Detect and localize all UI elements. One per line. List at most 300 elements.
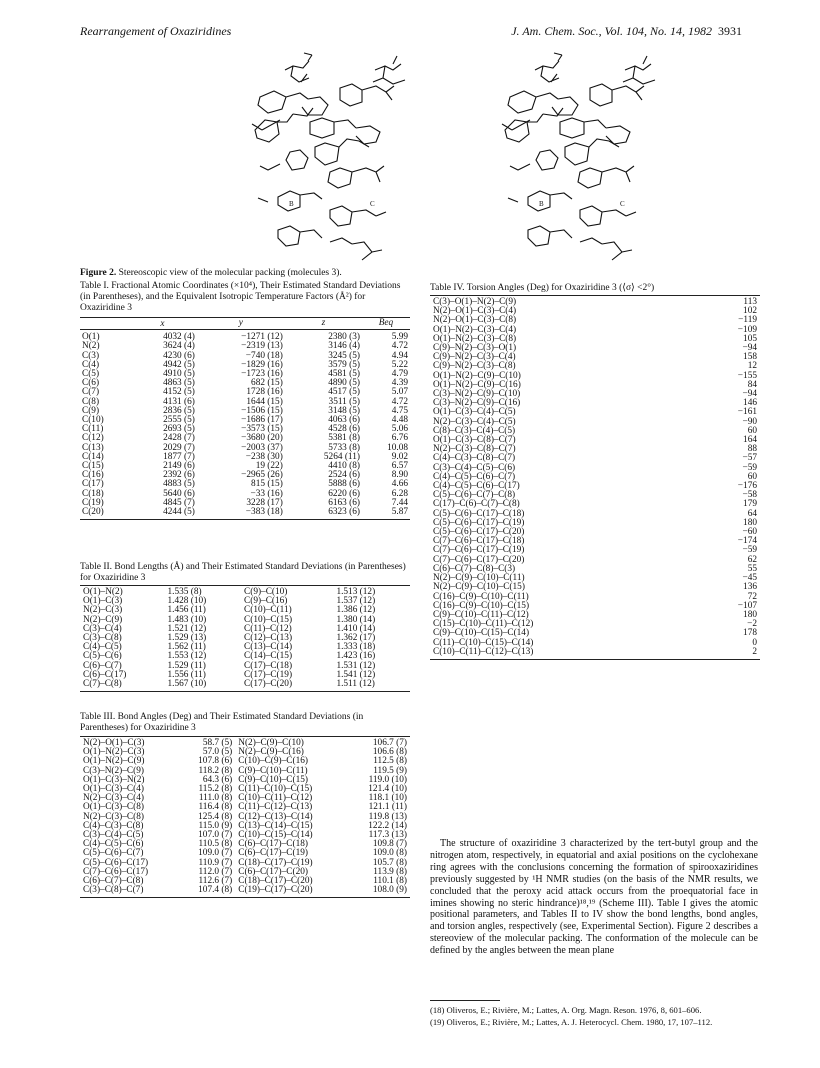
stereo-right-image (502, 53, 655, 260)
table-cell: 5888 (6) (328, 479, 360, 490)
atom-label-c-left: C (370, 200, 375, 208)
table-cell: 1.333 (18) (336, 642, 376, 653)
table-cell: C(9)–C(16) (244, 596, 288, 607)
table-cell: C(3)–N(2)–C(9) (83, 765, 144, 776)
table-cell: 179 (743, 499, 757, 510)
table-cell: N(2)–C(3)–C(4) (83, 793, 144, 804)
table-cell: −33 (16) (250, 488, 283, 499)
table-2-grid (80, 585, 410, 692)
table-4 (430, 295, 760, 660)
table-cell: C(15)–C(10)–C(11)–C(12) (433, 619, 534, 630)
table-cell: C(9)–C(10)–C(15) (238, 774, 308, 785)
table-cell: 180 (743, 609, 757, 620)
table-cell: 106.6 (8) (372, 747, 407, 758)
table-cell: O(1)–N(2)–C(9) (83, 756, 145, 767)
table-cell: C(15) (82, 461, 104, 472)
table-cell: C(6)–C(7) (83, 660, 122, 671)
table-cell: 107.8 (6) (198, 756, 233, 767)
running-header-title: Rearrangement of Oxaziridines (80, 24, 232, 38)
table-cell: 5.22 (391, 359, 408, 370)
table-cell: 118.1 (10) (368, 793, 407, 804)
references (430, 1006, 758, 1029)
table-cell: 1.410 (14) (336, 623, 376, 634)
table-cell: 4.75 (391, 405, 408, 416)
table-cell: C(6)–C(7)–C(8)–C(3) (433, 563, 516, 574)
table-cell: 4.79 (391, 369, 408, 380)
table-cell: 815 (15) (251, 479, 283, 490)
table-cell: 5640 (6) (163, 488, 195, 499)
table-cell: O(1)–N(2)–C(9)–C(16) (433, 379, 521, 390)
table-cell: 125.4 (8) (198, 811, 233, 822)
table-cell: 4581 (5) (328, 369, 360, 380)
table-cell: 4.72 (391, 341, 408, 352)
table-cell: 64 (747, 508, 757, 519)
table-cell: 178 (743, 628, 757, 639)
table-cell: 122.2 (14) (368, 820, 407, 831)
table-cell: −1271 (12) (241, 332, 283, 343)
table-cell: N(2)–C(3)–C(8)–C(7) (433, 444, 516, 455)
table-1-header-y: y (238, 318, 243, 328)
table-cell: O(1)–N(2)–C(3)–C(4) (433, 324, 517, 335)
table-cell: −740 (18) (245, 350, 283, 361)
table-cell: C(13)–C(14)–C(15) (238, 820, 313, 831)
table-row (80, 508, 410, 517)
stereo-left-image (252, 53, 405, 260)
table-cell: 1.556 (11) (167, 669, 206, 680)
table-row (80, 444, 410, 453)
table-cell: 113.9 (8) (373, 866, 407, 877)
table-cell: 2149 (6) (163, 461, 195, 472)
table-cell: −1829 (16) (241, 359, 283, 370)
table-cell: 4.48 (391, 415, 408, 426)
table-cell: −238 (30) (245, 451, 283, 462)
table-row (80, 886, 410, 895)
table-cell: 3624 (4) (163, 341, 195, 352)
table-cell: 115.2 (8) (198, 784, 233, 795)
table-cell: −109 (737, 324, 757, 335)
table-cell: 3146 (4) (328, 341, 360, 352)
atom-label-b-right: B (539, 200, 544, 208)
table-cell: C(4)–C(3)–C(8)–C(7) (433, 453, 516, 464)
table-cell: 60 (747, 471, 757, 482)
table-4-caption: Table IV. Torsion Angles (Deg) for Oxaziridine 3 (⟨σ⟩ <2°) (430, 283, 655, 293)
table-cell: 9.02 (391, 451, 408, 462)
table-1-header-x: x (160, 319, 165, 329)
table-1-header-z: z (321, 318, 326, 328)
table-cell: O(1)–N(2)–C(3)–C(8) (433, 333, 517, 344)
table-cell: −161 (737, 407, 757, 418)
table-1-header-beq: Beq (378, 318, 394, 328)
table-cell: C(11)–C(12) (244, 623, 292, 634)
table-cell: 107.4 (8) (198, 885, 233, 896)
table-cell: 1.521 (12) (167, 623, 207, 634)
table-cell: C(11)–C(10)–C(15)–C(14) (433, 637, 534, 648)
table-cell: N(2)–C(9)–C(10)–C(15) (433, 582, 525, 593)
table-cell: 119.0 (10) (368, 774, 407, 785)
table-cell: 4863 (5) (163, 378, 195, 389)
table-1-grid (80, 317, 410, 520)
table-cell: 3228 (17) (246, 497, 283, 508)
table-cell: O(1)–N(2)–C(9)–C(10) (433, 370, 521, 381)
table-cell: 109.0 (8) (372, 848, 407, 859)
table-cell: C(18)–C(17)–C(20) (238, 876, 313, 887)
table-cell: C(13) (82, 442, 104, 453)
table-cell: 57.0 (5) (202, 747, 233, 758)
table-cell: C(5)–C(6)–C(17) (83, 857, 149, 868)
table-cell: 1.562 (11) (167, 642, 206, 653)
table-cell: 6.28 (391, 488, 408, 499)
table-cell: −59 (742, 462, 757, 473)
table-cell: 1.541 (12) (336, 669, 376, 680)
table-cell: 116.4 (8) (198, 802, 233, 813)
table-cell: C(3)–N(2)–C(9)–C(10) (433, 389, 521, 400)
table-cell: 4152 (5) (163, 387, 195, 398)
table-cell: C(6)–C(17)–C(18) (238, 839, 308, 850)
table-cell: C(4)–C(5)–C(6) (83, 839, 144, 850)
table-cell: 136 (743, 582, 757, 593)
table-3-grid (80, 736, 410, 898)
table-cell: 119.8 (13) (368, 811, 407, 822)
table-cell: N(2)–C(3) (83, 605, 123, 616)
table-cell: C(17)–C(20) (244, 679, 293, 690)
table-cell: 1.423 (16) (336, 651, 376, 662)
table-cell: −174 (737, 536, 757, 547)
figure-2-caption: Figure 2. Stereoscopic view of the molecular packing (molecules 3). (80, 268, 342, 278)
table-cell: 112.6 (7) (198, 876, 233, 887)
table-cell: 110.5 (8) (198, 839, 233, 850)
table-cell: O(1)–C(3)–C(4) (83, 784, 144, 795)
table-cell: N(2)–O(1)–C(3) (83, 738, 145, 748)
table-cell: 180 (743, 517, 757, 528)
table-cell: −2 (747, 619, 757, 630)
table-cell: −2319 (13) (241, 341, 283, 352)
table-cell: 4845 (7) (163, 497, 195, 508)
table-cell: C(6)–C(17)–C(20) (238, 866, 308, 877)
table-cell: C(12)–C(13)–C(14) (238, 811, 313, 822)
table-cell: C(10)–C(11)–C(12)–C(13) (433, 646, 534, 657)
table-3-caption: Table III. Bond Angles (Deg) and Their Estimated Standard Deviations (in Parentheses) for Oxaziridine 3 (80, 712, 364, 733)
table-cell: C(9) (82, 405, 100, 416)
table-cell: 4.39 (391, 378, 408, 389)
table-cell: C(5)–C(6)–C(17)–C(18) (433, 508, 525, 519)
table-cell: O(1)–C(3)–C(8) (83, 802, 144, 813)
table-cell: 8.90 (391, 470, 408, 481)
table-cell: C(7)–C(8) (83, 679, 122, 690)
table-cell: 6323 (6) (328, 507, 360, 518)
table-cell: O(1)–N(2)–C(3) (83, 747, 145, 758)
table-row (80, 680, 410, 689)
table-cell: C(17)–C(18) (244, 660, 293, 671)
table-cell: C(17)–C(19) (244, 669, 293, 680)
table-cell: C(12)–C(13) (244, 633, 293, 644)
table-cell: −1506 (15) (241, 405, 283, 416)
table-cell: O(1)–N(2) (83, 587, 123, 597)
table-cell: 4131 (6) (163, 396, 195, 407)
table-cell: C(3)–C(8) (83, 633, 122, 644)
table-cell: 4517 (5) (328, 387, 360, 398)
table-cell: 2029 (7) (163, 442, 195, 453)
table-cell: C(18)–C(17)–C(19) (238, 857, 313, 868)
table-cell: 121.4 (10) (368, 784, 407, 795)
table-cell: C(14) (82, 451, 104, 462)
table-cell: 2524 (6) (328, 470, 360, 481)
table-cell: O(1)–C(3) (83, 596, 123, 607)
table-cell: 4890 (5) (328, 378, 360, 389)
table-cell: −58 (742, 490, 757, 501)
table-cell: N(2)–C(9)–C(16) (238, 747, 304, 758)
table-cell: 4910 (5) (163, 369, 195, 380)
table-cell: C(9)–C(10)–C(11)–C(12) (433, 609, 529, 620)
table-cell: C(6)–C(17)–C(19) (238, 848, 308, 859)
reference-18: (18) Oliveros, E.; Rivière, M.; Lattes, A. Org. Magn. Reson. 1976, 8, 601–606. (430, 1005, 702, 1015)
table-cell: 102 (743, 306, 757, 317)
table-cell: 1.428 (10) (167, 596, 207, 607)
page-number: 3931 (718, 24, 742, 38)
table-cell: −2965 (26) (241, 470, 283, 481)
table-cell: 108.0 (9) (372, 885, 407, 896)
table-cell: 6.76 (391, 433, 408, 444)
table-cell: O(1)–C(3)–C(8)–C(7) (433, 435, 516, 446)
table-cell: C(6)–C(17) (83, 669, 127, 680)
table-cell: C(10) (82, 415, 104, 426)
table-cell: 55 (747, 563, 757, 574)
table-cell: C(9)–N(2)–C(3)–C(4) (433, 352, 516, 363)
table-cell: 4244 (5) (163, 507, 195, 518)
table-cell: −1723 (16) (241, 369, 283, 380)
table-cell: C(16)–C(9)–C(10)–C(15) (433, 600, 530, 611)
table-cell: −107 (737, 600, 757, 611)
table-cell: 1.529 (11) (167, 660, 206, 671)
table-cell: 113 (743, 297, 757, 307)
table-cell: C(9)–C(10) (244, 587, 288, 597)
table-cell: C(3)–C(4)–C(5) (83, 830, 144, 841)
table-cell: 62 (747, 554, 757, 565)
table-cell: 121.1 (11) (368, 802, 407, 813)
table-cell: C(4)–C(5)–C(6)–C(17) (433, 481, 520, 492)
table-cell: 60 (747, 425, 757, 436)
table-cell: C(10)–C(15) (244, 614, 293, 625)
table-cell: 1.456 (11) (167, 605, 206, 616)
table-cell: C(17)–C(6)–C(7)–C(8) (433, 499, 520, 510)
table-cell: 1.386 (12) (336, 605, 376, 616)
table-row (430, 648, 760, 657)
table-cell: 12 (747, 361, 757, 372)
table-cell: C(9)–N(2)–C(3)–C(8) (433, 361, 516, 372)
table-cell: C(4) (82, 359, 100, 370)
table-cell: 4032 (4) (163, 332, 195, 343)
table-cell: C(5)–C(6) (83, 651, 122, 662)
table-cell: 5264 (11) (323, 451, 360, 462)
atom-label-b-left: B (289, 200, 294, 208)
table-cell: 112.5 (8) (373, 756, 407, 767)
table-cell: O(1)–C(3)–C(4)–C(5) (433, 407, 516, 418)
table-cell: 110.9 (7) (198, 857, 233, 868)
table-cell: C(5)–C(6)–C(7) (83, 848, 144, 859)
table-cell: C(9)–C(10)–C(15)–C(14) (433, 628, 530, 639)
table-cell: 4230 (6) (163, 350, 195, 361)
table-cell: 58.7 (5) (202, 738, 233, 748)
table-cell: 5.99 (391, 332, 408, 343)
table-cell: C(18) (82, 488, 104, 499)
table-cell: −94 (742, 343, 757, 354)
table-cell: 1.511 (12) (336, 679, 375, 690)
table-cell: C(4)–C(3)–C(8) (83, 820, 144, 831)
table-cell: N(2) (82, 341, 100, 352)
table-cell: 1.531 (12) (336, 660, 376, 671)
table-cell: 1.483 (10) (167, 614, 207, 625)
table-cell: C(7)–C(6)–C(17)–C(20) (433, 554, 525, 565)
table-cell: 19 (22) (255, 461, 283, 472)
table-cell: 3579 (5) (328, 359, 360, 370)
table-cell: 3511 (5) (328, 396, 360, 407)
table-cell: 1.513 (12) (336, 587, 376, 597)
table-cell: C(9)–C(10)–C(11) (238, 765, 308, 776)
table-cell: N(2)–C(9)–C(10)–C(11) (433, 573, 525, 584)
table-cell: C(3)–C(4)–C(5)–C(6) (433, 462, 516, 473)
table-cell: −1686 (17) (241, 415, 283, 426)
table-cell: 0 (752, 637, 757, 648)
table-cell: C(6) (82, 378, 100, 389)
table-cell: 5381 (8) (328, 433, 360, 444)
table-cell: N(2)–O(1)–C(3)–C(4) (433, 306, 517, 317)
table-3 (80, 736, 410, 898)
table-cell: −57 (742, 453, 757, 464)
table-cell: C(11)–C(12)–C(13) (238, 802, 313, 813)
table-cell: C(3)–C(4) (83, 623, 122, 634)
table-cell: 4942 (5) (163, 359, 195, 370)
table-cell: C(8) (82, 396, 100, 407)
table-cell: −45 (742, 573, 757, 584)
table-cell: C(5)–C(6)–C(17)–C(19) (433, 517, 525, 528)
table-cell: −119 (738, 315, 757, 326)
table-cell: C(6)–C(7)–C(8) (83, 876, 144, 887)
table-row (80, 499, 410, 508)
table-cell: 106.7 (7) (372, 738, 407, 748)
table-cell: −155 (737, 370, 757, 381)
table-cell: 115.0 (9) (198, 820, 233, 831)
table-cell: 2693 (5) (163, 424, 195, 435)
table-cell: 117.3 (13) (368, 830, 407, 841)
table-cell: C(19) (82, 497, 104, 508)
table-cell: 2555 (5) (163, 415, 195, 426)
table-cell: O(1) (82, 332, 100, 343)
table-cell: 1644 (15) (246, 396, 283, 407)
table-cell: 2836 (5) (163, 405, 195, 416)
table-cell: −90 (742, 416, 757, 427)
reference-19: (19) Oliveros, E.; Rivière, M.; Lattes, A. J. Heterocycl. Chem. 1980, 17, 107–112. (430, 1016, 713, 1027)
table-cell: N(2)–O(1)–C(3)–C(8) (433, 315, 517, 326)
table-cell: C(14)–C(15) (244, 651, 293, 662)
table-2-caption: Table II. Bond Lengths (Å) and Their Estimated Standard Deviations (in Parentheses) for Oxaziridine 3 (80, 562, 406, 583)
table-cell: 1.567 (10) (167, 679, 207, 690)
molecular-packing-stereoview (160, 52, 760, 267)
table-cell: C(20) (82, 507, 104, 518)
table-cell: 3148 (5) (328, 405, 360, 416)
table-cell: C(5) (82, 369, 100, 380)
table-cell: 107.0 (7) (198, 830, 233, 841)
table-cell: 64.3 (6) (202, 774, 233, 785)
table-cell: 109.8 (7) (372, 839, 407, 850)
table-cell: 2380 (3) (328, 332, 360, 343)
table-cell: 6.57 (391, 461, 408, 472)
table-cell: 2 (752, 646, 757, 657)
table-cell: C(8)–C(3)–C(4)–C(5) (433, 425, 516, 436)
table-cell: 7.44 (391, 497, 408, 508)
table-cell: −176 (737, 481, 757, 492)
table-cell: 105 (743, 333, 757, 344)
table-cell: 1.529 (13) (167, 633, 207, 644)
table-cell: 2392 (6) (163, 470, 195, 481)
table-cell: C(10)–C(9)–C(16) (238, 756, 308, 767)
table-cell: −3680 (20) (241, 433, 283, 444)
table-cell: 1.380 (14) (336, 614, 376, 625)
table-cell: 164 (743, 435, 757, 446)
table-cell: C(12) (82, 433, 104, 444)
table-cell: −94 (742, 389, 757, 400)
table-cell: −3573 (15) (241, 424, 283, 435)
table-cell: C(19)–C(17)–C(20) (238, 885, 313, 896)
table-cell: C(3)–C(8)–C(7) (83, 885, 144, 896)
table-cell: 72 (747, 591, 757, 602)
table-cell: C(4)–C(5)–C(6)–C(7) (433, 471, 516, 482)
table-1 (80, 317, 410, 520)
table-cell: 4.94 (391, 350, 408, 361)
table-cell: C(10)–C(11)–C(12) (238, 793, 313, 804)
table-row (80, 388, 410, 397)
table-cell: −60 (742, 527, 757, 538)
table-cell: C(17) (82, 479, 104, 490)
table-cell: 6163 (6) (328, 497, 360, 508)
table-cell: C(5)–C(6)–C(7)–C(8) (433, 490, 516, 501)
table-cell: C(9)–N(2)–C(3)–O(1) (433, 343, 517, 354)
table-cell: 112.0 (7) (198, 866, 233, 877)
table-cell: C(7) (82, 387, 100, 398)
table-cell: 146 (743, 398, 757, 409)
table-row (80, 471, 410, 480)
table-cell: C(4)–C(5) (83, 642, 122, 653)
table-cell: C(16) (82, 470, 104, 481)
table-2 (80, 585, 410, 692)
table-cell: 682 (15) (251, 378, 283, 389)
table-row (80, 379, 410, 388)
table-cell: 158 (743, 352, 757, 363)
table-cell: 1.362 (17) (336, 633, 376, 644)
table-cell: 6220 (6) (328, 488, 360, 499)
table-cell: N(2)–C(3)–C(8) (83, 811, 144, 822)
table-cell: 1877 (7) (163, 451, 195, 462)
table-cell: 5.06 (391, 424, 408, 435)
table-cell: 119.5 (9) (373, 765, 407, 776)
table-cell: 5.07 (391, 387, 408, 398)
table-cell: 1.535 (8) (167, 587, 202, 597)
table-cell: N(2)–C(3)–C(4)–C(5) (433, 416, 516, 427)
table-row (80, 490, 410, 499)
table-cell: 110.1 (8) (373, 876, 407, 887)
table-cell: 1728 (16) (246, 387, 283, 398)
table-cell: C(10)–C(15)–C(14) (238, 830, 313, 841)
table-cell: C(16)–C(9)–C(10)–C(11) (433, 591, 529, 602)
table-4-grid (430, 295, 760, 660)
table-cell: 111.0 (8) (198, 793, 233, 804)
table-cell: C(10)–C(11) (244, 605, 292, 616)
table-cell: 5733 (8) (328, 442, 360, 453)
table-cell: −59 (742, 545, 757, 556)
table-cell: 118.2 (8) (198, 765, 233, 776)
table-cell: −383 (18) (245, 507, 283, 518)
table-cell: C(7)–C(6)–C(17)–C(18) (433, 536, 525, 547)
table-cell: 1.537 (12) (336, 596, 376, 607)
table-cell: 3245 (5) (328, 350, 360, 361)
